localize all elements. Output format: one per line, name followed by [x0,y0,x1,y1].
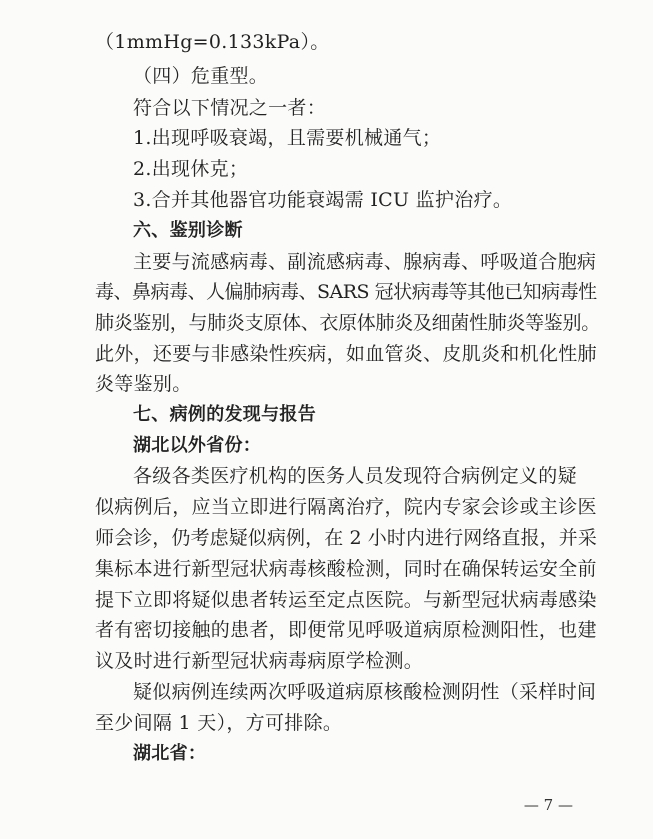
list-item: 2.出现休克； [133,158,249,180]
list-item: 3.合并其他器官功能衰竭需 ICU 监护治疗。 [133,189,513,211]
text-line: 主要与流感病毒、副流感病毒、腺病毒、呼吸道合胞病 [133,251,597,273]
text-line: 似病例后，应当立即进行隔离治疗，院内专家会诊或主诊医 [95,496,597,518]
text-line: 集标本进行新型冠状病毒核酸检测，同时在确保转运安全前 [95,558,597,580]
list-item: 1.出现呼吸衰竭，且需要机械通气； [133,127,442,149]
text-line: 师会诊，仍考虑疑似病例，在 2 小时内进行网络直报，并采 [95,527,597,549]
text-line: 至少间隔 1 天），方可排除。 [95,712,343,734]
section-heading: 六、鉴别诊断 [133,220,243,241]
text-line: 者有密切接触的患者，即便常见呼吸道病原检测阳性，也建 [95,619,597,641]
text-line: 炎等鉴别。 [95,373,192,395]
text-line: 肺炎鉴别，与肺炎支原体、衣原体肺炎及细菌性肺炎等鉴别。 [95,312,600,334]
section-heading: 七、病例的发现与报告 [133,404,316,425]
subsection-heading: 湖北省： [133,743,207,764]
text-line: 各级各类医疗机构的医务人员发现符合病例定义的疑 [133,465,577,487]
text-line: 疑似病例连续两次呼吸道病原核酸检测阴性（采样时间 [133,681,597,703]
page-number: — 7 — [523,796,573,814]
text-line: 毒、鼻病毒、人偏肺病毒、SARS 冠状病毒等其他已知病毒性 [95,281,597,303]
text-line: 议及时进行新型冠状病毒病原学检测。 [95,650,424,672]
text-line: 此外，还要与非感染性疾病，如血管炎、皮肌炎和机化性肺 [95,343,597,365]
text-line: （1mmHg=0.133kPa）。 [95,31,330,53]
text-line: 符合以下情况之一者： [133,97,327,119]
subsection-heading: 湖北以外省份： [133,435,262,456]
section-heading: （四）危重型。 [133,65,269,87]
text-line: 提下立即将疑似患者转运至定点医院。与新型冠状病毒感染 [95,589,597,611]
